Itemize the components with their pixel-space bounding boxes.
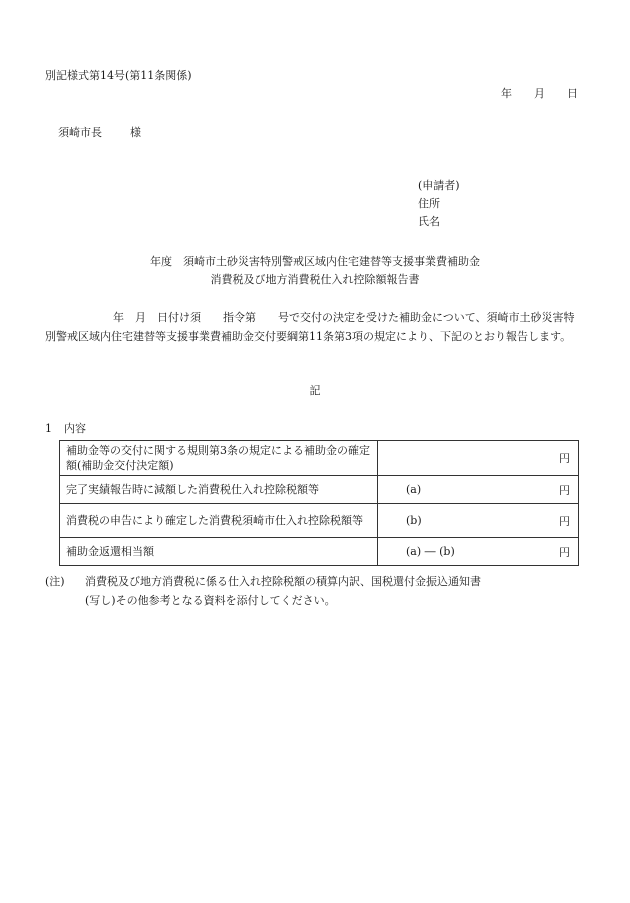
date-day-label: 日: [567, 87, 578, 100]
addressee-name: 須崎市長: [58, 126, 102, 139]
row-unit: 円: [559, 483, 570, 497]
row-value: [378, 538, 579, 566]
note-block: [45, 572, 481, 610]
body-text: 年 月 日付け須 指令第 号で交付の決定を受けた補助金について、須崎市土砂災害特別警戒区域内住宅建替等支援事業費補助金交付要綱第11条第3項の規定により、下記のとおり報告します。: [45, 311, 575, 343]
section-heading: [45, 420, 86, 436]
row-label: 補助金等の交付に関する規則第3条の規定による補助金の確定額(補助金交付決定額): [60, 441, 378, 476]
row-value-prefix: (b): [406, 514, 422, 527]
content-table: [59, 440, 579, 566]
note-label: (注): [45, 575, 65, 588]
table-row: [60, 441, 579, 476]
table-row: [60, 476, 579, 504]
title-line-2: 消費税及び地方消費税仕入れ控除額報告書: [210, 273, 420, 286]
row-value: [378, 476, 579, 504]
row-unit: 円: [559, 452, 570, 465]
date-year-label: 年: [501, 87, 512, 100]
table-row: [60, 538, 579, 566]
section-title: 内容: [64, 422, 86, 435]
table-row: [60, 504, 579, 538]
date-month-label: 月: [534, 87, 545, 100]
row-unit: 円: [559, 514, 570, 528]
addressee: [58, 124, 141, 140]
row-value: [378, 441, 579, 476]
row-label: 補助金返還相当額: [60, 538, 378, 566]
document-title: [0, 253, 630, 289]
row-value-prefix: (a) ― (b): [406, 545, 455, 558]
addressee-honorific: 様: [130, 126, 141, 139]
form-number: 別記様式第14号(第11条関係): [45, 69, 192, 82]
note-line-2: (写し)その他参考となる資料を添付してください。: [85, 594, 336, 607]
ki-heading: 記: [309, 384, 321, 397]
section-number: 1: [45, 422, 52, 435]
title-line-1: 年度 須崎市土砂災害特別警戒区域内住宅建替等支援事業費補助金: [150, 255, 480, 268]
applicant-block: [418, 177, 460, 231]
applicant-name-label: 氏名: [418, 215, 440, 228]
row-value-prefix: (a): [406, 483, 422, 496]
row-unit: 円: [559, 545, 570, 559]
row-label: 完了実績報告時に減額した消費税仕入れ控除税額等: [60, 476, 378, 504]
note-line-1: 消費税及び地方消費税に係る仕入れ控除税額の積算内訳、国税還付金振込通知書: [85, 575, 481, 588]
row-value: [378, 504, 579, 538]
applicant-address-label: 住所: [418, 197, 440, 210]
applicant-label: (申請者): [418, 179, 460, 192]
date-line: [501, 85, 578, 101]
row-label: 消費税の申告により確定した消費税須崎市仕入れ控除税額等: [60, 504, 378, 538]
